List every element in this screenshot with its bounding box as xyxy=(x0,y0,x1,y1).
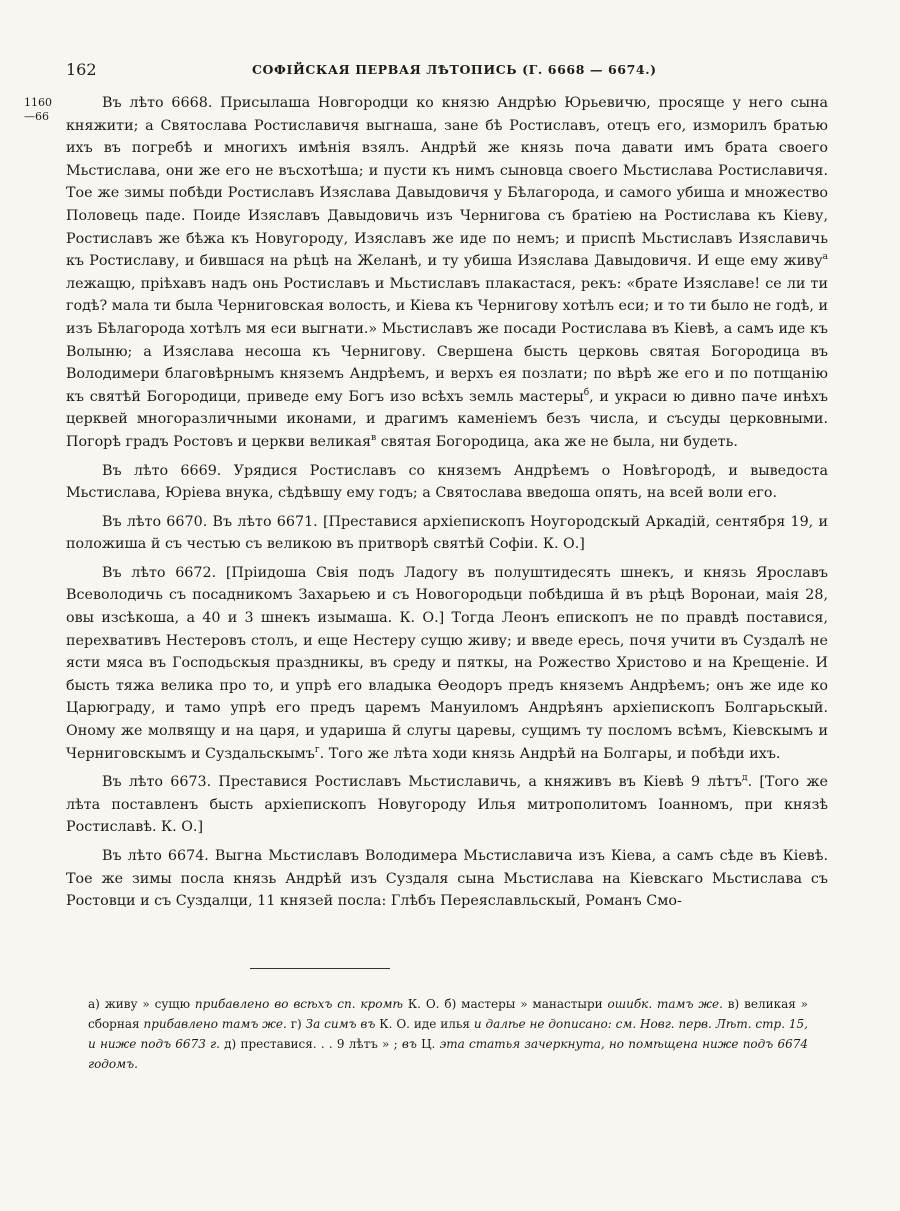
footnote-label: а) xyxy=(88,997,100,1011)
footnote-text: К. О. иде илья xyxy=(375,1017,474,1031)
entry-6669 xyxy=(66,460,828,505)
entry-text: . Того же лѣта ходи князь Андрѣй на Болгары, и побѣди ихъ. xyxy=(319,745,781,762)
footnote-italic: эта статья зачеркнута, но помѣщена ниже подъ 6674 годомъ. xyxy=(88,1037,809,1071)
entry-text: . [Того же лѣта поставленъ бысть архіепископъ Новугороду Илья митрополитомъ Іоанномъ, при князѣ Ростиславѣ. К. О.] xyxy=(66,774,828,836)
entry-text: Въ лѣто 6669. Урядися Ростиславъ со княземъ Андрѣемъ о Новѣгородѣ, и выведоста Мьстислава, Юріева внука, сѣдѣвшу ему годъ; а Святослава введоша опять, на всей воли его. xyxy=(66,462,828,502)
entry-6674 xyxy=(66,845,828,913)
footnote-italic: За симъ въ xyxy=(301,1017,376,1031)
chronicle-text xyxy=(66,92,828,919)
entry-text: Въ лѣто 6674. Выгна Мьстиславъ Володимера Мьстиславича изъ Кіева, а самъ сѣде въ Кіевѣ. Тое же зимы посла князь Андрѣй изъ Суздаля сына Мьстислава на Кіевскаго Мьстислава съ Ростовци и съ Суздалци, 11 князей посла: Глѣбъ Переяславльскый, Романъ Смо- xyxy=(66,848,828,910)
running-title: СОФІЙСКАЯ ПЕРВАЯ ЛѢТОПИСЬ (Г. 6668 — 6674.) xyxy=(252,62,657,77)
footnote-italic: и далѣе не дописано: см. Новг. перв. Лѣт. стр. 15, и ниже подъ 6673 г. xyxy=(88,1017,808,1051)
footnote-mark: д xyxy=(742,773,748,784)
footnote-label: б) xyxy=(439,997,457,1011)
footnote-mark: б xyxy=(583,387,590,398)
footnote-label: в) xyxy=(722,997,740,1011)
entry-text: Въ лѣто 6672. [Пріидоша Свія подъ Ладогу въ полуштидесять шнекъ, и князь Ярославъ Всеволодичь съ посадникомъ Захарьею и съ Новогородьци побѣдиша й въ рѣцѣ Воронаи, маія 28, овы изсѣкоша, а 40 и 3 шнекъ изымаша. К. О.] Тогда Леонъ епископъ не по правдѣ поставися, перехвативъ Нестеровъ столъ, и еще Нестеру сущю живу; и введе ересь, почя учити въ Суздалѣ не ясти мяса въ Господьскыя праздникы, въ среду и пяткы, на Рожество Христово и на Крещеніе. И бысть тяжа велика про то, и упрѣ его владыка Ѳеодоръ предъ княземъ Андрѣемъ; онъ же иде ко Царюграду, и тамо упрѣ его предъ царемъ Мануиломъ Андрѣянъ архіепископъ Болгарьскый. Оному же молвящу и на царя, и удариша й слугы царевы, сущимъ ту посломъ всѣмъ, Кіевскымъ и Черниговскымъ и Суздальскымъ xyxy=(66,564,828,762)
entry-text: Въ лѣто 6670. Въ лѣто 6671. [Преставися архіепископъ Ноугородскый Аркадій, сентября 19, и положиша й съ честью съ великою въ притворѣ святѣй Софіи. К. О.] xyxy=(66,513,828,553)
footnote-mark: в xyxy=(371,433,377,444)
footnote-italic: ошибк. тамъ же. xyxy=(607,997,723,1011)
margin-year-start: 1160 xyxy=(24,96,52,109)
margin-year-end: —66 xyxy=(24,110,49,124)
entry-text: лежащю, пріѣхавъ надъ онь Ростиславъ и Мьстиславъ плакастася, рекъ: «брате Изяславе! се ли ти годѣ? мала ти была Черниговская волость, и Кіева къ Чернигову хотѣлъ еси; и то ти было не годѣ, и изъ Бѣлагорода хотѣлъ мя еси выгнати.» Мьстиславъ же посади Ростислава въ Кіевѣ, а самъ иде къ Волыню; а Изяслава несоша къ Чернигову. Свершена бысть церковь святая Богородица въ Володимери благовѣрнымъ княземъ Андрѣемъ, и верхъ ея позлати; по вѣрѣ же его и по потщанію къ святѣй Богородици, приведе ему Богъ изо всѣхъ земль мастеры xyxy=(66,275,828,405)
entry-6673 xyxy=(66,771,828,839)
footnote-italic: прибавлено тамъ же. xyxy=(143,1017,287,1031)
entry-6670 xyxy=(66,511,828,556)
entry-6668 xyxy=(66,92,828,454)
entry-text: Въ лѣто 6673. Преставися Ростиславъ Мьстиславичь, а княживъ въ Кіевѣ 9 лѣтъ xyxy=(102,774,743,791)
footnote-block xyxy=(88,994,808,1074)
footnote-mark: г xyxy=(314,744,320,755)
page-header xyxy=(0,60,900,84)
footnote-mark: а xyxy=(822,252,828,263)
footnotes xyxy=(88,994,808,1074)
page-number: 162 xyxy=(66,60,97,79)
entry-6672 xyxy=(66,562,828,765)
footnote-label: д) xyxy=(219,1037,237,1051)
footnote-italic: въ xyxy=(401,1037,417,1051)
entry-text: святая Богородица, ака же не была, ни будеть. xyxy=(376,433,738,450)
footnote-text: живу » сущю xyxy=(99,997,195,1011)
entry-text: Въ лѣто 6668. Присылаша Новгородци ко князю Андрѣю Юрьевичю, просяще у него сына княжити; а Святослава Ростиславичя выгнаша, зане бѣ Ростиславъ, отецъ его, изморилъ братью ихъ въ погребѣ и многихъ имѣнія взялъ. Андрѣй же князь поча давати имъ брата своего Мьстислава, они же его не въсхотѣша; и пусти къ нимъ сыновца своего Мьстислава Ростиславичя. Тое же зимы побѣди Ростиславъ Изяслава Давыдовичя у Бѣлагорода, и самого убиша и множество Половець паде. Поиде Изяславъ Давыдовичь изъ Чернигова съ братіею на Ростислава къ Кіеву, Ростиславъ же бѣжа къ Новугороду, Изяславъ же иде по немъ; и приспѣ Мьстиславъ Изяславичь къ Ростиславу, и бившася на рѣцѣ на Желанѣ, и ту убиша Изяслава Давыдовичя. И еще ему живу xyxy=(66,95,828,270)
footnote-text: Ц. xyxy=(416,1037,440,1051)
footnote-text: великая » сборная xyxy=(88,997,809,1031)
footnote-divider xyxy=(250,968,390,969)
entry-text: , и украси ю дивно паче инѣхъ церквей многоразличными иконами, и драгимъ каменіемъ безъ числа, и съсуды церковными. Погорѣ градъ Ростовъ и церкви великая xyxy=(66,388,828,450)
footnote-label: г) xyxy=(286,1017,302,1031)
footnote-text: К. О. xyxy=(403,997,440,1011)
footnote-text: преставися. . . 9 лѣтъ » ; xyxy=(236,1037,402,1051)
margin-year-range xyxy=(24,96,52,125)
footnote-italic: прибавлено во всѣхъ сп. кромѣ xyxy=(194,997,403,1011)
footnote-text: мастеры » манастыри xyxy=(456,997,608,1011)
